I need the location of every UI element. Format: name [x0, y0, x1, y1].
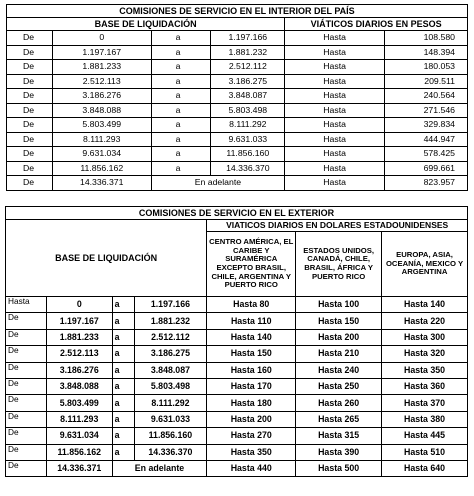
en-adelante-label: En adelante — [112, 460, 207, 476]
exterior-commissions-table — [5, 206, 468, 477]
range-from: 11.856.162 — [52, 161, 151, 176]
hasta-label: Hasta — [285, 103, 385, 118]
range-prefix: Hasta — [6, 297, 47, 313]
viatico-region-3: Hasta 300 — [382, 329, 468, 345]
table-row — [7, 161, 468, 176]
viatico-value: 108.580 — [385, 31, 468, 46]
range-from: 8.111.293 — [46, 411, 112, 427]
hasta-label: Hasta — [285, 132, 385, 147]
range-to: 1.197.166 — [211, 31, 285, 46]
range-to: 1.881.232 — [211, 45, 285, 60]
range-prefix: De — [7, 103, 53, 118]
range-separator: a — [151, 45, 211, 60]
interior-viaticos-header: VIÁTICOS DIARIOS EN PESOS — [285, 18, 468, 31]
table-row — [6, 362, 468, 378]
viatico-region-2: Hasta 250 — [296, 378, 382, 394]
range-prefix: De — [6, 411, 47, 427]
range-from: 11.856.162 — [46, 444, 112, 460]
table-row — [6, 313, 468, 329]
hasta-label: Hasta — [285, 118, 385, 133]
range-separator: a — [151, 31, 211, 46]
range-from: 5.803.499 — [46, 395, 112, 411]
range-from: 2.512.113 — [52, 74, 151, 89]
range-to: 2.512.112 — [211, 60, 285, 75]
range-separator: a — [151, 89, 211, 104]
exterior-table-body — [6, 297, 468, 477]
viatico-region-1: Hasta 80 — [207, 297, 296, 313]
viatico-region-3: Hasta 360 — [382, 378, 468, 394]
range-prefix: De — [7, 147, 53, 162]
table-row — [6, 329, 468, 345]
viatico-value: 699.661 — [385, 161, 468, 176]
range-from: 1.881.233 — [46, 329, 112, 345]
table-row — [6, 428, 468, 444]
viatico-region-1: Hasta 440 — [207, 460, 296, 476]
table-row — [7, 103, 468, 118]
viatico-region-2: Hasta 390 — [296, 444, 382, 460]
range-prefix: De — [7, 31, 53, 46]
range-from: 2.512.113 — [46, 346, 112, 362]
region-header-europe-asia: EUROPA, ASIA, OCEANÍA, MEXICO Y ARGENTINA — [382, 232, 468, 297]
range-to: 11.856.160 — [211, 147, 285, 162]
range-from: 3.848.088 — [46, 378, 112, 394]
range-from: 14.336.371 — [52, 176, 151, 191]
range-from: 0 — [46, 297, 112, 313]
viatico-region-3: Hasta 220 — [382, 313, 468, 329]
viatico-value: 209.511 — [385, 74, 468, 89]
range-from: 5.803.499 — [52, 118, 151, 133]
range-to: 5.803.498 — [211, 103, 285, 118]
range-to: 11.856.160 — [134, 428, 207, 444]
range-prefix: De — [6, 329, 47, 345]
viatico-value: 823.957 — [385, 176, 468, 191]
viatico-region-1: Hasta 270 — [207, 428, 296, 444]
range-to: 14.336.370 — [134, 444, 207, 460]
range-to: 5.803.498 — [134, 378, 207, 394]
range-prefix: De — [7, 118, 53, 133]
range-separator: a — [112, 411, 134, 427]
region-header-usa-canada: ESTADOS UNIDOS, CANADÁ, CHILE, BRASIL, ÁFRICA Y PUERTO RICO — [296, 232, 382, 297]
viatico-region-2: Hasta 150 — [296, 313, 382, 329]
range-separator: a — [112, 362, 134, 378]
range-separator: a — [112, 395, 134, 411]
range-prefix: De — [7, 89, 53, 104]
range-to: 3.186.275 — [134, 346, 207, 362]
range-from: 9.631.034 — [52, 147, 151, 162]
viatico-region-2: Hasta 500 — [296, 460, 382, 476]
range-to: 3.848.087 — [211, 89, 285, 104]
range-separator: a — [151, 161, 211, 176]
table-row — [6, 378, 468, 394]
range-from: 1.197.167 — [52, 45, 151, 60]
range-from: 8.111.293 — [52, 132, 151, 147]
table-row — [7, 89, 468, 104]
range-prefix: De — [6, 460, 47, 476]
range-separator: a — [112, 329, 134, 345]
range-to: 9.631.033 — [134, 411, 207, 427]
range-prefix: De — [7, 60, 53, 75]
hasta-label: Hasta — [285, 60, 385, 75]
viatico-region-1: Hasta 350 — [207, 444, 296, 460]
range-prefix: De — [7, 161, 53, 176]
range-from: 0 — [52, 31, 151, 46]
range-prefix: De — [6, 428, 47, 444]
range-from: 3.848.088 — [52, 103, 151, 118]
range-separator: a — [112, 444, 134, 460]
viatico-region-1: Hasta 170 — [207, 378, 296, 394]
viatico-region-3: Hasta 640 — [382, 460, 468, 476]
range-separator: a — [151, 132, 211, 147]
table-row-last — [7, 176, 468, 191]
range-to: 8.111.292 — [134, 395, 207, 411]
range-separator: a — [112, 313, 134, 329]
en-adelante-label: En adelante — [151, 176, 285, 191]
hasta-label: Hasta — [285, 176, 385, 191]
table-row — [7, 118, 468, 133]
interior-table-body — [7, 31, 468, 191]
range-separator: a — [112, 428, 134, 444]
range-to: 14.336.370 — [211, 161, 285, 176]
range-from: 3.186.276 — [46, 362, 112, 378]
range-prefix: De — [6, 362, 47, 378]
viatico-region-1: Hasta 140 — [207, 329, 296, 345]
viatico-value: 444.947 — [385, 132, 468, 147]
range-from: 9.631.034 — [46, 428, 112, 444]
viatico-region-1: Hasta 110 — [207, 313, 296, 329]
table-row — [7, 31, 468, 46]
hasta-label: Hasta — [285, 45, 385, 60]
viatico-value: 180.053 — [385, 60, 468, 75]
interior-base-header: BASE DE LIQUIDACIÓN — [7, 18, 285, 31]
range-from: 1.197.167 — [46, 313, 112, 329]
interior-commissions-table — [6, 4, 468, 191]
range-separator: a — [151, 74, 211, 89]
viatico-region-2: Hasta 260 — [296, 395, 382, 411]
viatico-region-2: Hasta 315 — [296, 428, 382, 444]
viatico-region-1: Hasta 200 — [207, 411, 296, 427]
range-to: 8.111.292 — [211, 118, 285, 133]
viatico-region-3: Hasta 445 — [382, 428, 468, 444]
hasta-label: Hasta — [285, 147, 385, 162]
table-row — [7, 132, 468, 147]
viatico-region-2: Hasta 200 — [296, 329, 382, 345]
hasta-label: Hasta — [285, 74, 385, 89]
range-from: 3.186.276 — [52, 89, 151, 104]
viatico-region-3: Hasta 140 — [382, 297, 468, 313]
range-separator: a — [151, 118, 211, 133]
range-separator: a — [112, 346, 134, 362]
exterior-base-header: BASE DE LIQUIDACIÓN — [6, 220, 207, 297]
range-prefix: De — [6, 313, 47, 329]
exterior-table-title: COMISIONES DE SERVICIO EN EL EXTERIOR — [6, 207, 468, 220]
range-prefix: De — [6, 378, 47, 394]
range-prefix: De — [6, 346, 47, 362]
table-row — [6, 297, 468, 313]
viatico-region-2: Hasta 240 — [296, 362, 382, 378]
viatico-value: 271.546 — [385, 103, 468, 118]
range-from: 14.336.371 — [46, 460, 112, 476]
range-separator: a — [151, 103, 211, 118]
range-separator: a — [112, 297, 134, 313]
viatico-region-3: Hasta 320 — [382, 346, 468, 362]
table-row — [7, 147, 468, 162]
viatico-region-3: Hasta 510 — [382, 444, 468, 460]
range-prefix: De — [7, 45, 53, 60]
region-header-central-south-america: CENTRO AMÉRICA, EL CARIBE Y SURAMÉRICA EXCEPTO BRASIL, CHILE, ARGENTINA Y PUERTO RICO — [207, 232, 296, 297]
viatico-value: 148.394 — [385, 45, 468, 60]
exterior-viaticos-header: VIATICOS DIARIOS EN DOLARES ESTADOUNIDENSES — [207, 220, 468, 232]
range-prefix: De — [6, 395, 47, 411]
range-separator: a — [112, 378, 134, 394]
range-to: 1.197.166 — [134, 297, 207, 313]
viatico-region-2: Hasta 100 — [296, 297, 382, 313]
range-prefix: De — [7, 176, 53, 191]
viatico-value: 578.425 — [385, 147, 468, 162]
range-separator: a — [151, 147, 211, 162]
range-to: 1.881.232 — [134, 313, 207, 329]
viatico-region-3: Hasta 350 — [382, 362, 468, 378]
range-separator: a — [151, 60, 211, 75]
range-prefix: De — [6, 444, 47, 460]
table-row — [7, 45, 468, 60]
range-from: 1.881.233 — [52, 60, 151, 75]
viatico-region-2: Hasta 265 — [296, 411, 382, 427]
range-prefix: De — [7, 74, 53, 89]
table-row — [6, 444, 468, 460]
viatico-region-2: Hasta 210 — [296, 346, 382, 362]
table-row — [6, 346, 468, 362]
range-to: 3.848.087 — [134, 362, 207, 378]
range-to: 9.631.033 — [211, 132, 285, 147]
viatico-value: 240.564 — [385, 89, 468, 104]
viatico-region-1: Hasta 150 — [207, 346, 296, 362]
viatico-region-3: Hasta 380 — [382, 411, 468, 427]
table-row — [6, 395, 468, 411]
table-row — [6, 411, 468, 427]
viatico-region-1: Hasta 180 — [207, 395, 296, 411]
hasta-label: Hasta — [285, 89, 385, 104]
range-to: 2.512.112 — [134, 329, 207, 345]
viatico-value: 329.834 — [385, 118, 468, 133]
table-row-last — [6, 460, 468, 476]
table-row — [7, 60, 468, 75]
range-to: 3.186.275 — [211, 74, 285, 89]
viatico-region-3: Hasta 370 — [382, 395, 468, 411]
hasta-label: Hasta — [285, 31, 385, 46]
table-row — [7, 74, 468, 89]
range-prefix: De — [7, 132, 53, 147]
hasta-label: Hasta — [285, 161, 385, 176]
viatico-region-1: Hasta 160 — [207, 362, 296, 378]
interior-table-title: COMISIONES DE SERVICIO EN EL INTERIOR DEL PAÍS — [7, 5, 468, 18]
